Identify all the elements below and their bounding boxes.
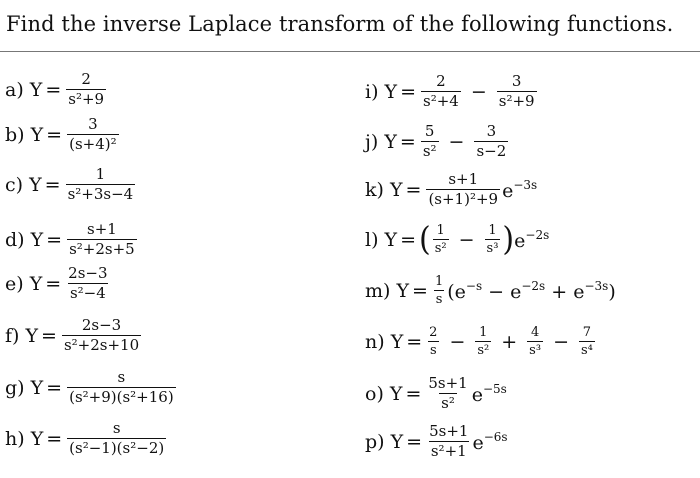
problem-n: [365, 326, 597, 357]
numerator: 1: [479, 325, 488, 340]
term: ): [608, 280, 616, 303]
fraction: [475, 326, 491, 357]
label: n) Y: [365, 330, 404, 353]
denominator: s²−4: [69, 284, 106, 302]
equals: =: [45, 78, 62, 101]
operator: −: [449, 330, 466, 353]
denominator: s²+1: [430, 442, 467, 460]
expression: [447, 279, 616, 303]
problem-j: [365, 124, 510, 159]
divider: [0, 51, 700, 52]
label: d) Y: [5, 228, 44, 251]
fraction: [66, 72, 106, 107]
fraction: [62, 318, 141, 353]
base-e: e: [472, 431, 484, 454]
fraction: [433, 275, 445, 306]
denominator: s²+2s+10: [63, 336, 140, 354]
problem-l: [365, 219, 550, 259]
term: + e: [545, 280, 585, 303]
label: f) Y: [5, 324, 39, 347]
operator: −: [458, 228, 475, 251]
denominator: s: [429, 343, 437, 358]
label: e) Y: [5, 272, 43, 295]
numerator: 3: [486, 122, 497, 140]
numerator: 5s+1: [428, 374, 468, 392]
problem-h: [5, 421, 168, 456]
equals: =: [46, 427, 63, 450]
fraction: [421, 124, 439, 159]
denominator: s³: [529, 343, 542, 358]
equals: =: [406, 330, 423, 353]
problem-c: [5, 167, 137, 202]
problem-b: [5, 117, 121, 152]
exponent: −s: [465, 278, 483, 293]
numerator: 5: [424, 122, 435, 140]
numerator: 2s−3: [81, 316, 122, 334]
numerator: 3: [511, 72, 522, 90]
denominator: s²+4: [423, 92, 459, 110]
base-e: e: [502, 179, 514, 202]
equals: =: [412, 279, 428, 302]
equals: =: [400, 80, 416, 103]
exponent: −5s: [482, 381, 507, 396]
equals: =: [400, 228, 416, 251]
denominator: s²+9: [498, 92, 535, 110]
exponential: [502, 178, 537, 202]
page-title: Find the inverse Laplace transform of the following functions.: [6, 12, 674, 36]
label: a) Y: [5, 78, 43, 101]
numerator: s: [117, 368, 126, 386]
numerator: 7: [582, 325, 592, 340]
numerator: 2: [436, 72, 446, 90]
numerator: 1: [436, 223, 445, 238]
denominator: (s+1)²+9: [428, 190, 499, 208]
problem-f: [5, 318, 143, 353]
denominator: s²: [434, 241, 447, 256]
label: c) Y: [5, 173, 42, 196]
denominator: s²+3s−4: [67, 185, 134, 203]
equals: =: [45, 272, 62, 295]
denominator: s−2: [476, 142, 507, 160]
exponent: −2s: [521, 278, 546, 293]
fraction: [67, 421, 166, 456]
numerator: 2: [429, 325, 438, 340]
numerator: 2s−3: [68, 264, 108, 282]
fraction: [474, 124, 508, 159]
operator: −: [553, 330, 569, 353]
term: (e: [447, 280, 466, 303]
exponent: −3s: [584, 278, 609, 293]
base-e: e: [514, 229, 526, 252]
fraction: [421, 74, 461, 109]
fraction: [66, 266, 109, 301]
numerator: s: [112, 419, 121, 437]
label: l) Y: [365, 228, 398, 251]
equals: =: [46, 123, 63, 146]
exponential: [472, 430, 507, 454]
label: o) Y: [365, 382, 403, 405]
numerator: 5s+1: [429, 422, 469, 440]
fraction: [527, 326, 543, 357]
operator: −: [448, 130, 465, 153]
denominator: s²: [441, 394, 455, 412]
problem-p: [365, 424, 508, 459]
fraction: [579, 326, 595, 357]
problem-i: [365, 74, 539, 109]
term: − e: [482, 280, 522, 303]
base-e: e: [471, 383, 483, 406]
operator: +: [501, 330, 518, 353]
label: m) Y: [365, 279, 410, 302]
fraction: [426, 172, 500, 207]
denominator: (s+4)²: [69, 135, 117, 153]
denominator: s³: [486, 241, 499, 256]
problem-m: [365, 275, 616, 306]
equals: =: [406, 430, 423, 453]
fraction: [66, 167, 136, 202]
label: p) Y: [365, 430, 404, 453]
numerator: 1: [488, 223, 497, 238]
equals: =: [405, 382, 422, 405]
equals: =: [46, 228, 63, 251]
denominator: s²+9: [68, 90, 105, 108]
problem-o: [365, 376, 507, 411]
fraction: [433, 224, 449, 255]
right-paren: ): [502, 219, 515, 259]
denominator: (s²−1)(s²−2): [69, 439, 165, 457]
denominator: (s²+9)(s²+16): [69, 388, 174, 406]
label: j) Y: [365, 130, 397, 153]
fraction: [427, 424, 470, 459]
label: g) Y: [5, 376, 44, 399]
numerator: 3: [88, 115, 98, 133]
equals: =: [405, 178, 422, 201]
problem-g: [5, 370, 178, 405]
denominator: s²+2s+5: [69, 240, 135, 258]
denominator: s⁴: [580, 343, 593, 358]
label: h) Y: [5, 427, 44, 450]
exponential: [472, 382, 507, 406]
equals: =: [399, 130, 416, 153]
problem-e: [5, 266, 112, 301]
operator: −: [470, 80, 487, 103]
label: k) Y: [365, 178, 403, 201]
equals: =: [41, 324, 57, 347]
fraction: [426, 376, 469, 411]
numerator: 2: [81, 70, 91, 88]
numerator: 1: [434, 274, 444, 289]
exponent: −6s: [483, 429, 508, 444]
problem-a: [5, 72, 108, 107]
fraction: [67, 370, 176, 405]
equals: =: [44, 173, 61, 196]
numerator: s+1: [448, 170, 479, 188]
fraction: [485, 224, 501, 255]
label: i) Y: [365, 80, 398, 103]
exponential: [514, 228, 549, 252]
exponent: −2s: [525, 227, 550, 242]
left-paren: (: [419, 219, 431, 259]
problem-d: [5, 222, 139, 257]
denominator: s²: [477, 343, 490, 358]
label: b) Y: [5, 123, 44, 146]
denominator: s: [435, 292, 443, 307]
fraction: [497, 74, 537, 109]
numerator: 4: [530, 325, 540, 340]
fraction: [67, 117, 119, 152]
fraction: [67, 222, 137, 257]
fraction: [427, 326, 439, 357]
problem-k: [365, 172, 537, 207]
numerator: s+1: [87, 220, 117, 238]
denominator: s²: [422, 142, 437, 160]
numerator: 1: [95, 165, 106, 183]
exponent: −3s: [513, 177, 538, 192]
equals: =: [46, 376, 63, 399]
